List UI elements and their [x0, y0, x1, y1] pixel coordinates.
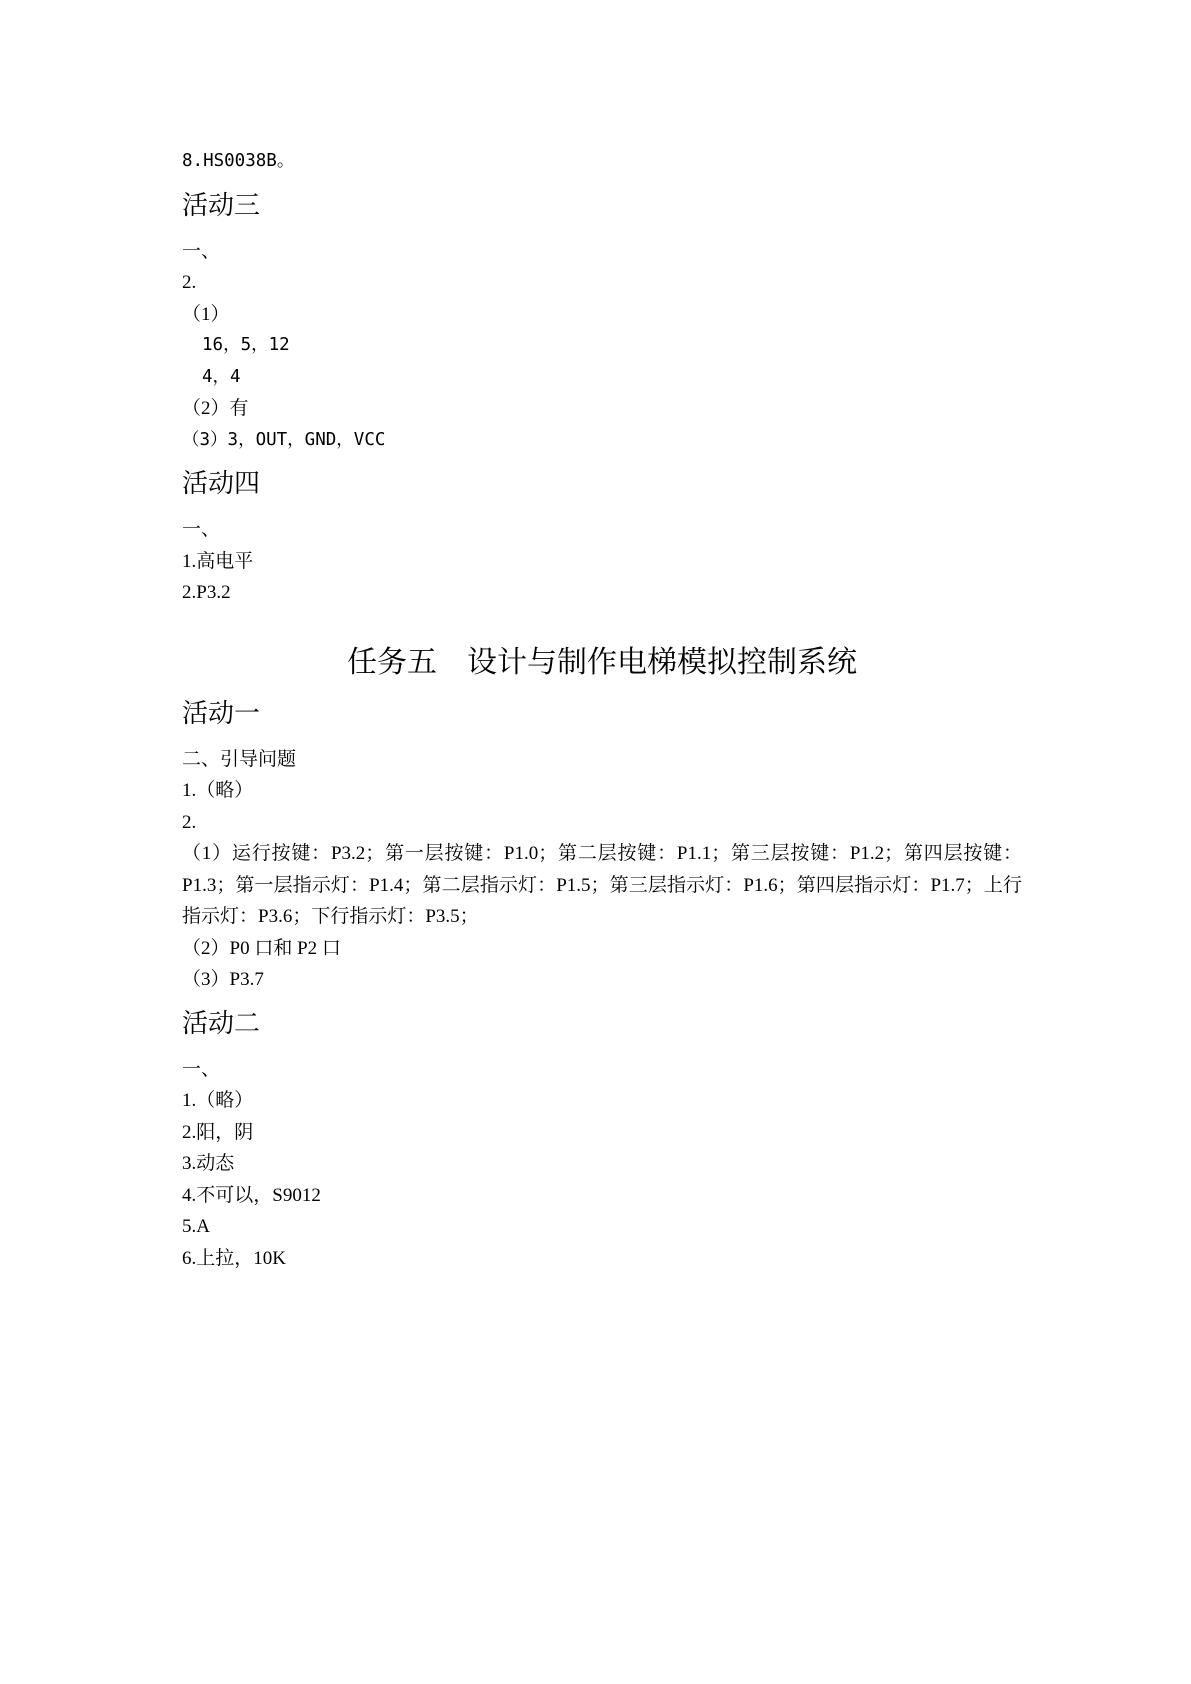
document-page [182, 146, 1022, 1274]
answer-line: 1.高电平 [182, 550, 254, 572]
answer-line: 2.P3.2 [182, 582, 231, 603]
answer-line: 2. [182, 811, 197, 833]
answer-line: 2. [182, 272, 197, 293]
answer-line: （3）P3.7 [182, 969, 264, 990]
pin-assignment-paragraph: （1）运行按键：P3.2；第一层按键：P1.0；第二层按键：P1.1；第三层按键：P1.2；第四层按键：P1.3；第一层指示灯：P1.4；第二层指示灯：P1.5；第三层指示灯：P1.6；第四层指示灯：P1.7；上行指示灯：P3.6；下行指示灯：P3.5； [182, 843, 1022, 927]
answer-line: （2）P0 口和 P2 口 [182, 937, 341, 959]
answer-line: 16，5，12 [202, 335, 290, 355]
answer-line: 1.（略） [182, 1090, 254, 1111]
section-heading-activity-3: 活动三 [182, 190, 261, 221]
answer-line: 一、 [182, 519, 221, 540]
answer-line: 一、 [182, 240, 221, 262]
answer-line: 二、引导问题 [182, 748, 297, 770]
answer-line: （2）有 [182, 398, 249, 419]
answer-line: 3.动态 [182, 1153, 235, 1174]
answer-line: 5.A [182, 1216, 210, 1237]
answer-line: 4.不可以，S9012 [182, 1184, 321, 1206]
answer-line: （1） [182, 303, 230, 325]
section-heading-activity-2: 活动二 [182, 1008, 261, 1039]
answer-line: 2.阳，阴 [182, 1121, 254, 1143]
answer-line: 6.上拉，10K [182, 1247, 286, 1269]
task-title: 任务五 设计与制作电梯模拟控制系统 [347, 644, 857, 680]
section-heading-activity-1: 活动一 [182, 698, 261, 729]
section-heading-activity-4: 活动四 [182, 469, 261, 499]
answer-line: 一、 [182, 1058, 221, 1080]
answer-line: 1.（略） [182, 780, 254, 801]
answer-line: （3）3，OUT，GND，VCC [182, 429, 386, 450]
answer-line: 4，4 [202, 366, 241, 387]
answer-line: 8.HS0038B。 [182, 151, 295, 171]
